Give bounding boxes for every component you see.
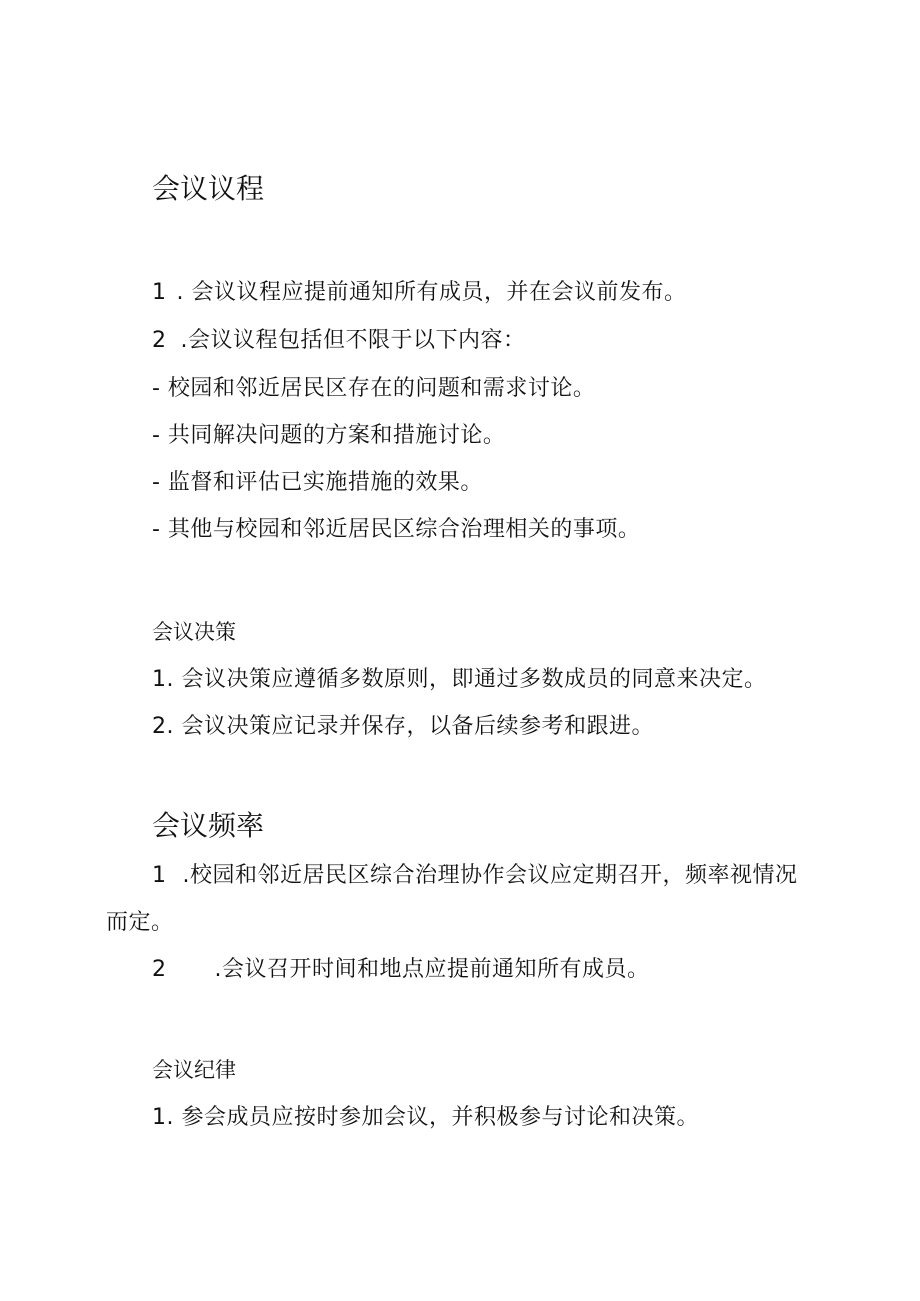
section-title-agenda: 会议议程 [152, 172, 265, 205]
agenda-item-1-number: 1 [152, 280, 167, 305]
agenda-item-2-number: 2 [152, 328, 167, 353]
section-title-discipline: 会议纪律 [152, 1058, 236, 1082]
agenda-item-1-text: . 会议议程应提前通知所有成员，并在会议前发布。 [176, 280, 687, 305]
frequency-item-2 [152, 959, 650, 981]
agenda-bullet: - 监督和评估已实施措施的效果。 [152, 470, 483, 495]
frequency-item-1-text: .校园和邻近居民区综合治理协作会议应定期召开，频率视情况 [182, 863, 798, 888]
frequency-item-1-continuation: 而定。 [106, 910, 174, 935]
agenda-bullet: - 共同解决问题的方案和措施讨论。 [152, 423, 506, 448]
frequency-item-1-number: 1 [152, 863, 167, 888]
agenda-item-2 [152, 330, 526, 352]
frequency-item-1 [152, 865, 798, 887]
decision-item: 1. 会议决策应遵循多数原则，即通过多数成员的同意来决定。 [152, 667, 767, 692]
agenda-bullet: - 其他与校园和邻近居民区综合治理相关的事项。 [152, 517, 641, 542]
section-title-frequency: 会议频率 [152, 809, 265, 842]
agenda-bullet: - 校园和邻近居民区存在的问题和需求讨论。 [152, 376, 596, 401]
frequency-item-2-number: 2 [152, 957, 167, 982]
decision-item: 2. 会议决策应记录并保存，以备后续参考和跟进。 [152, 714, 654, 739]
section-title-decision: 会议决策 [152, 620, 236, 644]
discipline-item: 1. 参会成员应按时参加会议，并积极参与讨论和决策。 [152, 1105, 699, 1130]
agenda-item-2-text: .会议议程包括但不限于以下内容： [180, 328, 526, 353]
agenda-item-1 [152, 282, 687, 304]
frequency-item-2-text: .会议召开时间和地点应提前通知所有成员。 [214, 957, 650, 982]
